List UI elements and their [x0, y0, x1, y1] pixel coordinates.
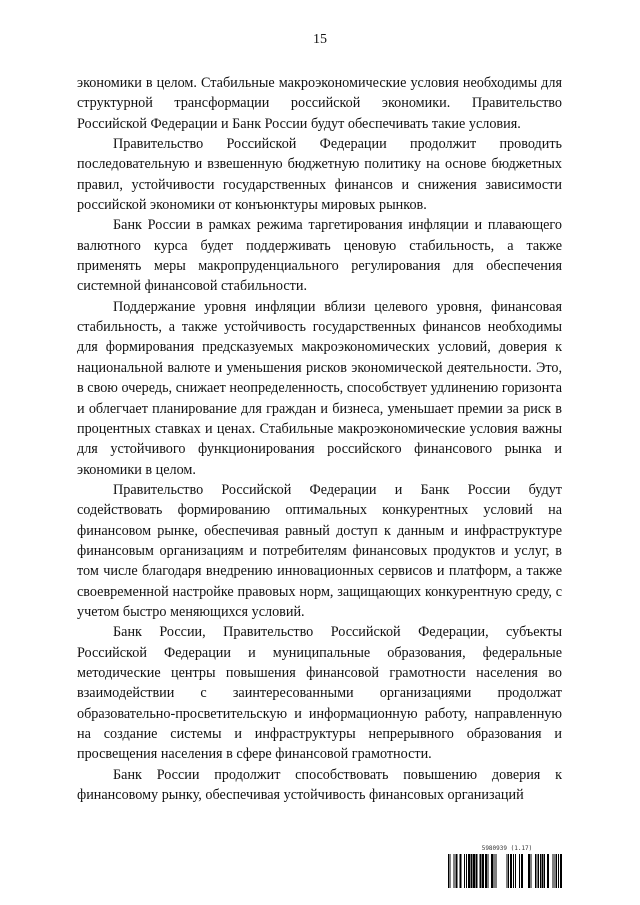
- barcode-bar: [510, 854, 512, 888]
- barcode-bar: [485, 854, 487, 888]
- body-text: [77, 73, 562, 805]
- paragraph: Банк России в рамках режима таргетирования инфляции и плавающего валютного курса будет поддерживать ценовую стабильность, а также применять меры макропруденциального регулирования для обеспечения системной финансовой стабильности.: [77, 217, 562, 295]
- paragraph: Правительство Российской Федерации и Банк России будут содействовать формированию оптимальных конкурентных условий на финансовом рынке, обеспечивая равный доступ к данным и инфраструктуре финансовым организациям и потребителям финансовых продуктов и услуг, в том числе благодаря внедрению инновационных сервисов и платформ, а также своевременной настройке правовых норм, защищающих конкурентную среду, с учетом быстро меняющихся условий.: [77, 481, 562, 620]
- barcode-bar: [482, 854, 484, 888]
- paragraph: Банк России продолжит способствовать повышению доверия к финансовому рынку, обеспечивая устойчивость финансовых организаций: [77, 766, 562, 804]
- paragraph: Поддержание уровня инфляции вблизи целевого уровня, финансовая стабильность, а также устойчивость государственных финансов необходимы для формирования предсказуемых макроэкономических условий, доверия к национальной валюте и уменьшения рисков экономической деятельности. Это, в свою очередь, снижает неопределенность, способствует удлинению горизонта и облегчает планирование для граждан и бизнеса, уменьшает премии за риск в процентных ставках и ценах. Стабильные макроэкономические условия важны для устойчивого функционирования российского финансового рынка и экономики в целом.: [77, 298, 562, 478]
- barcode-bar: [555, 854, 556, 888]
- barcode-bar: [476, 854, 478, 888]
- barcode-bar: [513, 854, 514, 888]
- barcode-bar: [471, 854, 473, 888]
- barcode-bar: [542, 854, 544, 888]
- barcode-bar: [448, 854, 449, 888]
- paragraph: Правительство Российской Федерации продолжит проводить последовательную и взвешенную бюджетную политику на основе бюджетных правил, устойчивости государственных финансов и снижения зависимости российской экономики от конъюнктуры мировых рынков.: [77, 136, 562, 214]
- barcode-icon: [448, 854, 566, 888]
- barcode-bar: [553, 854, 554, 888]
- barcode-bar: [547, 854, 549, 888]
- barcode-bar: [454, 854, 455, 888]
- barcode-bar: [531, 854, 532, 888]
- barcode-bar: [507, 854, 508, 888]
- barcode-bar: [560, 854, 562, 888]
- page-number: 15: [313, 32, 327, 47]
- barcode-bar: [450, 854, 451, 888]
- barcode-bar: [494, 854, 495, 888]
- barcode-bar: [519, 854, 520, 888]
- barcode-bar: [508, 854, 509, 888]
- paragraph: экономики в целом. Стабильные макроэкономические условия необходимы для структурной трансформации российской экономики. Правительство Российской Федерации и Банк России будут обеспечивать такие условия.: [77, 75, 562, 132]
- barcode-bar: [456, 854, 458, 888]
- barcode-bar: [466, 854, 467, 888]
- barcode-bar: [537, 854, 538, 888]
- barcode-bar: [558, 854, 559, 888]
- barcode-bar: [556, 854, 557, 888]
- barcode-bar: [544, 854, 545, 888]
- barcode-bar: [521, 854, 523, 888]
- document-stamp: [448, 845, 566, 889]
- barcode-bar: [515, 854, 516, 888]
- barcode-bar: [464, 854, 465, 888]
- barcode-bar: [488, 854, 489, 888]
- barcode-bar: [538, 854, 539, 888]
- paragraph: Банк России, Правительство Российской Федерации, субъекты Российской Федерации и муниципальные образования, федеральные методические центры повышения финансовой грамотности населения во взаимодействии с заинтересованными организациями продолжат образовательно-просветительскую и информационную работу, направленную на создание системы и инфраструктуры непрерывного образования и просвещения населения в сфере финансовой грамотности.: [77, 624, 562, 763]
- barcode-bar: [535, 854, 536, 888]
- barcode-bar: [473, 854, 475, 888]
- barcode-bar: [528, 854, 530, 888]
- barcode-bar: [480, 854, 482, 888]
- barcode-bar: [540, 854, 541, 888]
- barcode-bar: [491, 854, 493, 888]
- barcode-bar: [496, 854, 497, 888]
- barcode-bar: [468, 854, 470, 888]
- document-code: 5980939 (1.17): [481, 845, 533, 852]
- barcode-bar: [460, 854, 462, 888]
